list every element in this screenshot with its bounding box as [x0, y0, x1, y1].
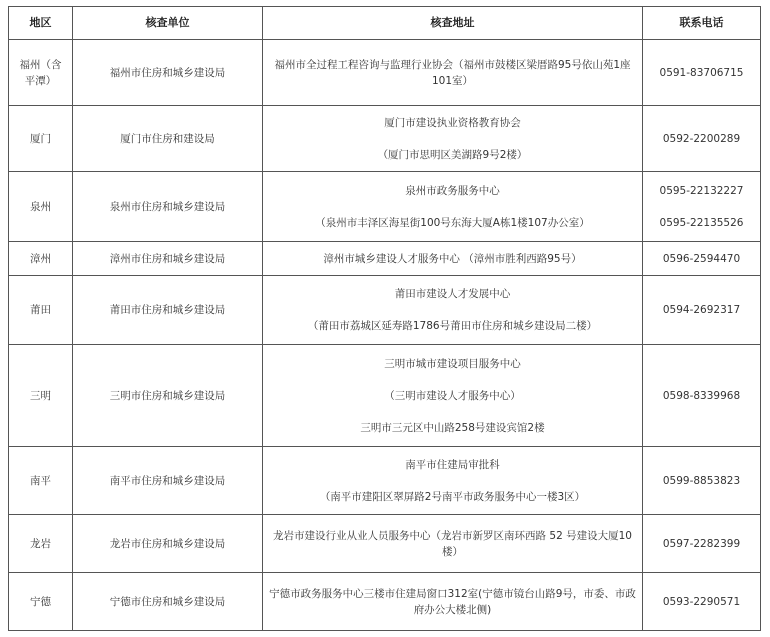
- header-phone: 联系电话: [643, 7, 761, 40]
- region-cell: 宁德: [9, 573, 73, 631]
- phone-cell: [643, 515, 761, 573]
- address-line: （泉州市丰泽区海星街100号东海大厦A栋1楼107办公室）: [315, 216, 590, 229]
- unit-cell: 厦门市住房和建设局: [73, 106, 263, 172]
- phone-number: 0592-2200289: [662, 132, 741, 145]
- header-address: 核查地址: [263, 7, 643, 40]
- address-line: 福州市全过程工程咨询与监理行业协会（福州市鼓楼区梁厝路95号依山苑1座101室）: [274, 58, 631, 87]
- unit-cell: 福州市住房和城乡建设局: [73, 40, 263, 106]
- address-line: 泉州市政务服务中心: [405, 184, 500, 197]
- region-cell: 三明: [9, 345, 73, 447]
- phone-cell: [643, 242, 761, 276]
- address-cell: [263, 345, 643, 447]
- phone-number: 0593-2290571: [662, 595, 741, 608]
- address-line: 三明市城市建设项目服务中心: [384, 357, 521, 370]
- phone-cell: [643, 106, 761, 172]
- address-line: （南平市建阳区翠屏路2号南平市政务服务中心一楼3区）: [319, 490, 586, 503]
- address-cell: [263, 40, 643, 106]
- unit-cell: 莆田市住房和城乡建设局: [73, 276, 263, 345]
- table-row: [9, 515, 761, 573]
- phone-cell: [643, 276, 761, 345]
- table-row: [9, 276, 761, 345]
- address-line: 漳州市城乡建设人才服务中心 （漳州市胜利西路95号）: [323, 252, 582, 265]
- phone-number: 0595-22132227: [659, 184, 744, 197]
- address-line: （厦门市思明区美湖路9号2楼）: [377, 148, 528, 161]
- address-line: 南平市住建局审批科: [405, 458, 500, 471]
- address-line: （三明市建设人才服务中心）: [384, 389, 521, 402]
- phone-number: 0595-22135526: [659, 216, 744, 229]
- unit-cell: 泉州市住房和城乡建设局: [73, 172, 263, 242]
- region-cell: 漳州: [9, 242, 73, 276]
- address-line: 三明市三元区中山路258号建设宾馆2楼: [360, 421, 545, 434]
- table-row: [9, 106, 761, 172]
- unit-cell: 三明市住房和城乡建设局: [73, 345, 263, 447]
- table-row: [9, 172, 761, 242]
- phone-number: 0596-2594470: [662, 252, 741, 265]
- verification-table: [8, 6, 761, 631]
- address-cell: [263, 276, 643, 345]
- phone-cell: [643, 345, 761, 447]
- address-cell: [263, 573, 643, 631]
- address-cell: [263, 172, 643, 242]
- region-cell: 莆田: [9, 276, 73, 345]
- address-line: 龙岩市建设行业从业人员服务中心（龙岩市新罗区南环西路 52 号建设大厦10楼）: [273, 529, 632, 558]
- table-row: [9, 447, 761, 515]
- phone-number: 0597-2282399: [662, 537, 741, 550]
- unit-cell: 龙岩市住房和城乡建设局: [73, 515, 263, 573]
- unit-cell: 宁德市住房和城乡建设局: [73, 573, 263, 631]
- address-line: 厦门市建设执业资格教育协会: [384, 116, 521, 129]
- address-cell: [263, 106, 643, 172]
- table-header-row: [9, 7, 761, 40]
- table-row: [9, 242, 761, 276]
- phone-number: 0598-8339968: [662, 389, 741, 402]
- region-cell: 南平: [9, 447, 73, 515]
- address-cell: [263, 515, 643, 573]
- region-cell: 龙岩: [9, 515, 73, 573]
- unit-cell: 漳州市住房和城乡建设局: [73, 242, 263, 276]
- region-cell: 厦门: [9, 106, 73, 172]
- phone-cell: [643, 172, 761, 242]
- phone-cell: [643, 447, 761, 515]
- table-row: [9, 573, 761, 631]
- phone-cell: [643, 40, 761, 106]
- phone-number: 0594-2692317: [662, 304, 741, 316]
- address-line: 莆田市建设人才发展中心: [394, 288, 511, 300]
- unit-cell: 南平市住房和城乡建设局: [73, 447, 263, 515]
- header-unit: 核查单位: [73, 7, 263, 40]
- phone-number: 0599-8853823: [662, 474, 741, 487]
- table-row: [9, 345, 761, 447]
- address-line: （莆田市荔城区延寿路1786号莆田市住房和城乡建设局二楼）: [307, 320, 598, 332]
- header-region: 地区: [9, 7, 73, 40]
- address-cell: [263, 447, 643, 515]
- table-row: [9, 40, 761, 106]
- phone-number: 0591-83706715: [659, 66, 744, 79]
- address-cell: [263, 242, 643, 276]
- region-cell: 泉州: [9, 172, 73, 242]
- region-cell: 福州（含平潭）: [9, 40, 73, 106]
- phone-cell: [643, 573, 761, 631]
- address-line: 宁德市政务服务中心三楼市住建局窗口312室(宁德市镜台山路9号，市委、市政府办公大楼北侧): [269, 587, 636, 616]
